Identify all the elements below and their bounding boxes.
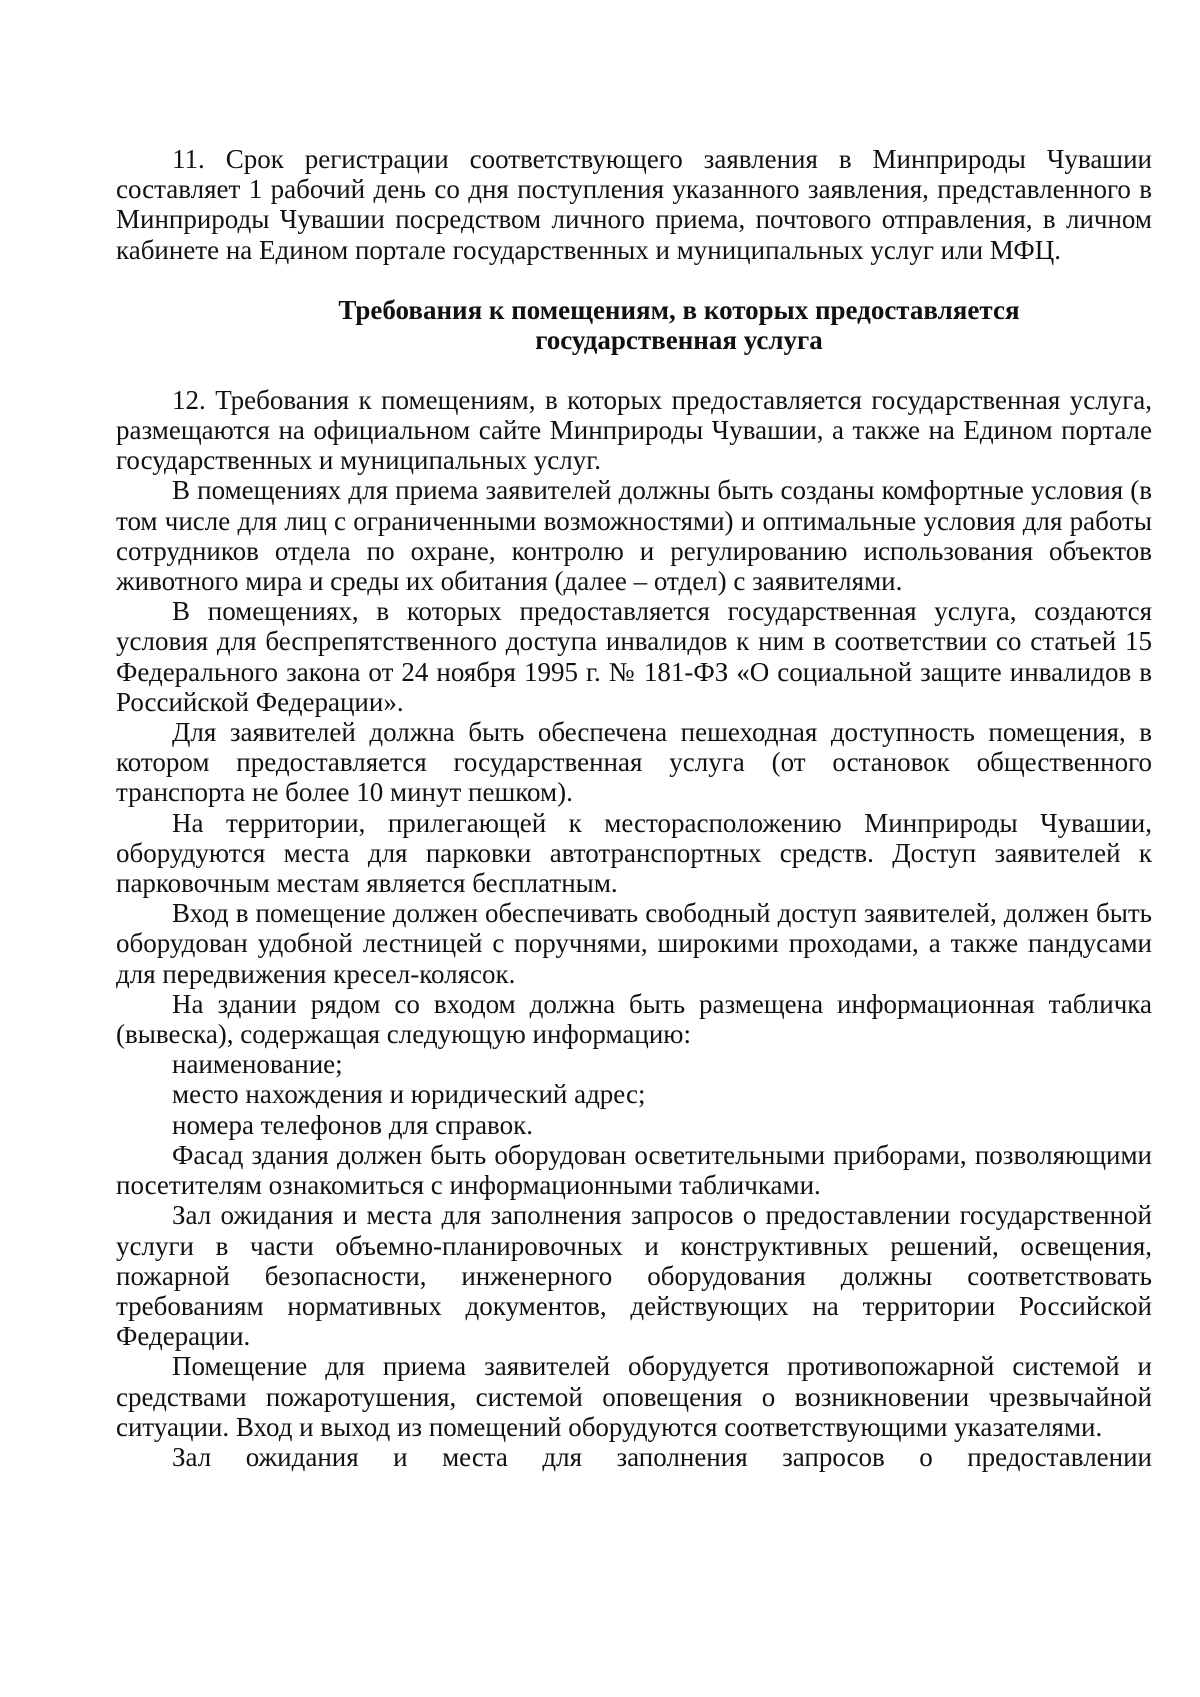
section-heading xyxy=(116,295,1152,355)
paragraph-waiting-hall: Зал ожидания и места для заполнения запросов о предоставлении государственной услуги в части объемно-планировочных и конструктивных решений, освещения, пожарной безопасности, инженерного оборудования должны соответствовать требованиям нормативных документов, действующих на территории Российской Федерации. xyxy=(116,1200,1152,1352)
paragraph-pedestrian-access: Для заявителей должна быть обеспечена пешеходная доступность помещения, в котором предоставляется государственная услуга (от остановок общественного транспорта не более 10 минут пешком). xyxy=(116,717,1152,808)
paragraph-disabled-access: В помещениях, в которых предоставляется государственная услуга, создаются условия для беспрепятственного доступа инвалидов к ним в соответствии со статьей 15 Федерального закона от 24 ноября 1995 г. № 181-ФЗ «О социальной защите инвалидов в Российской Федерации». xyxy=(116,596,1152,717)
heading-line-2: государственная услуга xyxy=(535,324,823,355)
document-page xyxy=(116,144,1152,1472)
list-item-phones: номера телефонов для справок. xyxy=(172,1109,533,1140)
paragraph-12: 12. Требования к помещениям, в которых предоставляется государственная услуга, размещаются на официальном сайте Минприроды Чувашии, а также на Едином портале государственных и муниципальных услуг. xyxy=(116,384,1152,476)
paragraph-facade: Фасад здания должен быть оборудован осветительными приборами, позволяющими посетителям ознакомиться с информационными табличками. xyxy=(116,1139,1152,1201)
paragraph-parking: На территории, прилегающей к месторасположению Минприроды Чувашии, оборудуются места для парковки автотранспортных средств. Доступ заявителей к парковочным местам является бесплатным. xyxy=(116,807,1152,899)
paragraph-waiting-hall-continued: Зал ожидания и места для заполнения запросов о предоставлении xyxy=(172,1441,1152,1472)
list-item-name: наименование; xyxy=(172,1049,343,1080)
list-item-address: место нахождения и юридический адрес; xyxy=(172,1079,646,1110)
paragraph-11: 11. Срок регистрации соответствующего заявления в Минприроды Чувашии составляет 1 рабочий день со дня поступления указанного заявления, представленного в Минприроды Чувашии посредством личного приема, почтового отправления, в личном кабинете на Едином портале государственных и муниципальных услуг или МФЦ. xyxy=(116,144,1152,265)
paragraph-entrance: Вход в помещение должен обеспечивать свободный доступ заявителей, должен быть оборудован удобной лестницей с поручнями, широкими проходами, а также пандусами для передвижения кресел-колясок. xyxy=(116,898,1152,989)
paragraph-comfort-conditions: В помещениях для приема заявителей должны быть созданы комфортные условия (в том числе для лиц с ограниченными возможностями) и оптимальные условия для работы сотрудников отдела по охране, контролю и регулированию использования объектов животного мира и среды их обитания (далее – отдел) с заявителями. xyxy=(116,475,1152,597)
paragraph-signboard: На здании рядом со входом должна быть размещена информационная табличка (вывеска), содержащая следующую информацию: xyxy=(116,988,1152,1050)
heading-line-1: Требования к помещениям, в которых предоставляется xyxy=(338,294,1020,325)
paragraph-fire-safety: Помещение для приема заявителей оборудуется противопожарной системой и средствами пожаротушения, системой оповещения о возникновении чрезвычайной ситуации. Вход и выход из помещений оборудуются соответствующими указателями. xyxy=(116,1351,1152,1442)
